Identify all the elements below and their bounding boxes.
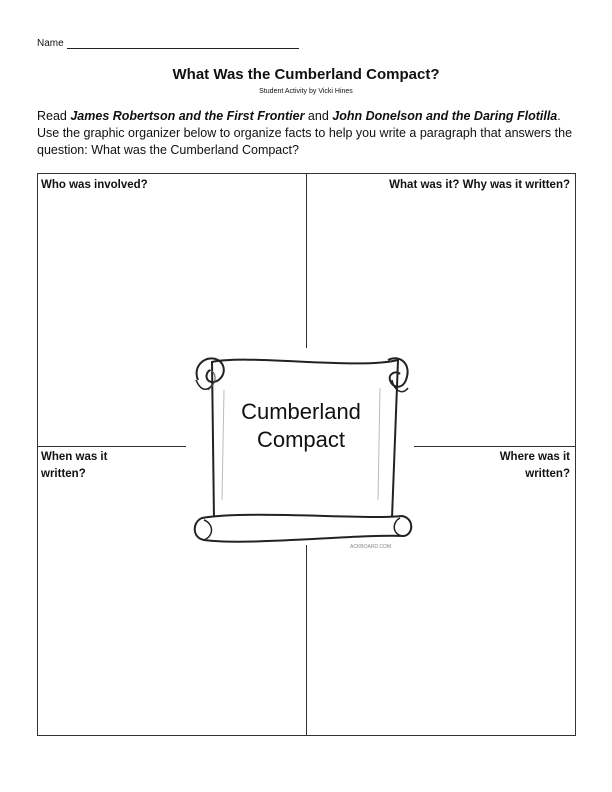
quadrant-where-line2: written? (525, 468, 570, 480)
book-title-1: James Robertson and the First Frontier (70, 109, 305, 123)
name-label: Name (37, 38, 64, 49)
quadrant-when-line1: When was it (41, 451, 108, 463)
quadrant-who-label: Who was involved? (41, 179, 148, 191)
quadrant-when-line2: written? (41, 468, 86, 480)
divider-vertical-top (306, 173, 307, 348)
quadrant-where-line1: Where was it (499, 451, 570, 463)
byline: Student Activity by Vicki Hines (259, 88, 353, 95)
divider-horizontal-left (37, 446, 186, 447)
page-title: What Was the Cumberland Compact? (172, 66, 440, 83)
divider-vertical-bottom (306, 545, 307, 736)
instructions-part1: Read (37, 109, 71, 123)
book-title-2: John Donelson and the Daring Flotilla (332, 109, 558, 123)
image-credit: ACKBOARD.COM (350, 544, 392, 550)
divider-horizontal-right (414, 446, 576, 447)
instructions (37, 108, 582, 159)
scroll-title-line1: Cumberland (241, 399, 361, 424)
scroll-title (211, 398, 391, 454)
instructions-part3: . Use the graphic organizer below to organize facts to help you write a paragraph that answers the question: What was the Cumberland Compact? (37, 109, 573, 157)
name-field[interactable] (37, 38, 299, 49)
quadrant-when-label (41, 449, 107, 483)
quadrant-where-label (500, 449, 570, 483)
instructions-part2: and (304, 109, 333, 123)
scroll-title-line2: Compact (256, 427, 346, 452)
quadrant-what-label: What was it? Why was it written? (389, 179, 570, 191)
name-blank-line[interactable] (67, 39, 299, 49)
